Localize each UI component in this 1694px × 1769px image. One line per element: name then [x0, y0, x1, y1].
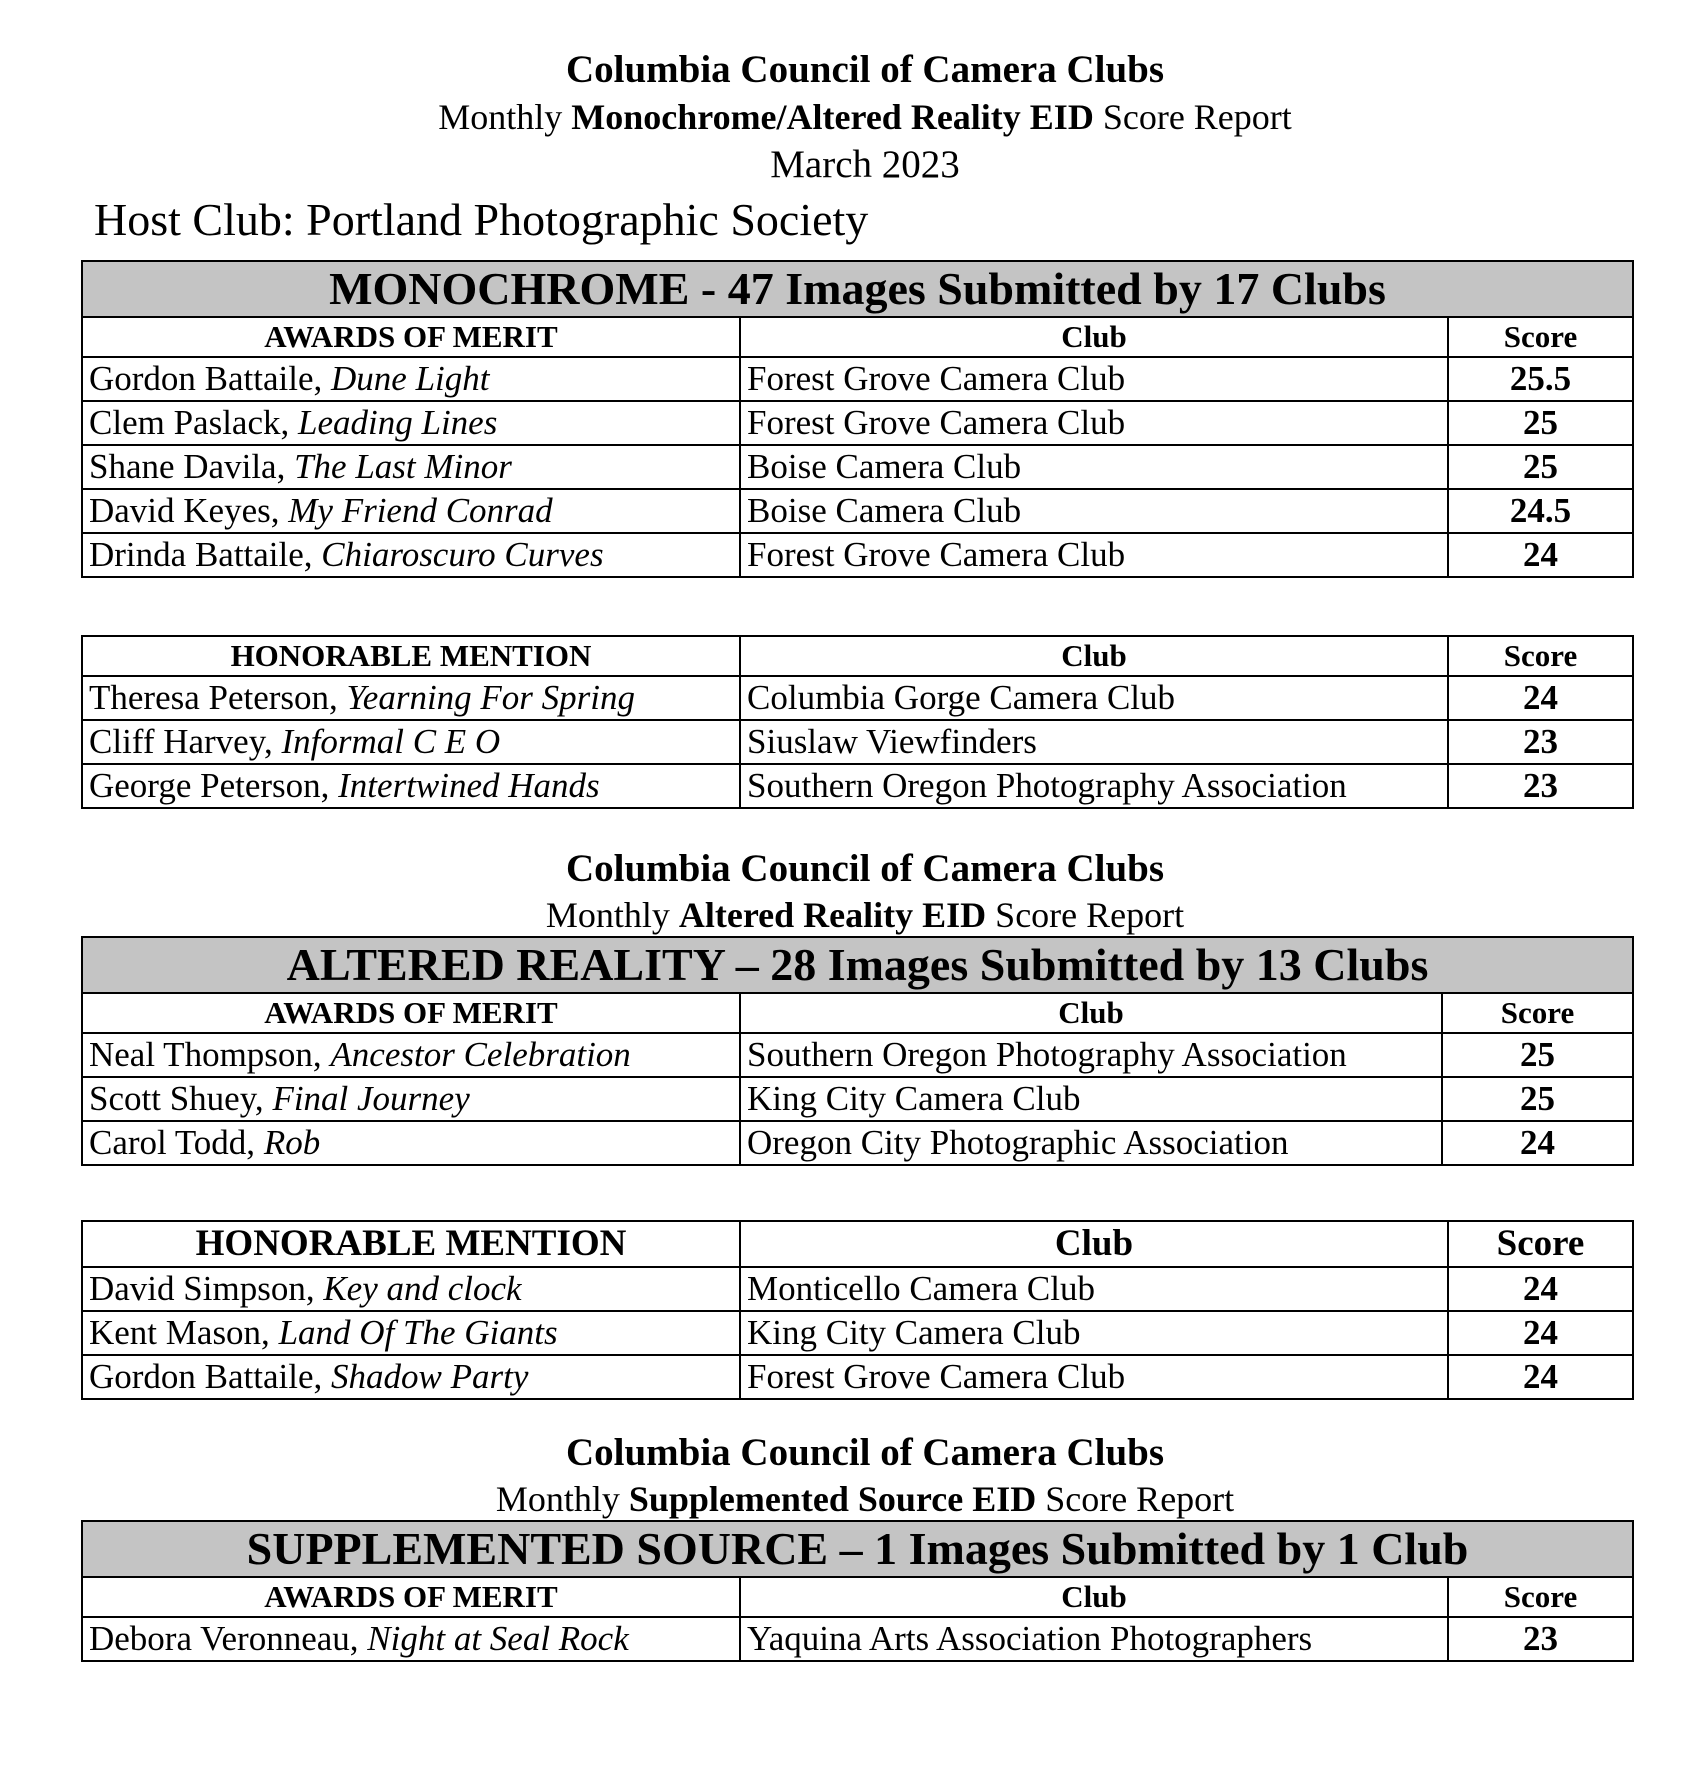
score-header: Score: [1448, 1577, 1633, 1617]
author-name: Kent Mason,: [89, 1313, 279, 1352]
table-body: [82, 1267, 1633, 1399]
author-name: David Keyes,: [89, 491, 289, 530]
report-subtitle: [0, 96, 1694, 138]
score-cell: 24: [1448, 1311, 1633, 1355]
table-row: [82, 1121, 1633, 1165]
image-title: Chiaroscuro Curves: [321, 535, 604, 574]
image-title: Intertwined Hands: [338, 766, 600, 805]
club-cell: Monticello Camera Club: [740, 1267, 1448, 1311]
altered-merit-table: [81, 936, 1634, 1166]
report-date: March 2023: [770, 143, 960, 186]
club-cell: Columbia Gorge Camera Club: [740, 676, 1448, 720]
monochrome-banner: MONOCHROME - 47 Images Submitted by 17 Clubs: [82, 261, 1633, 317]
image-title: Leading Lines: [298, 403, 498, 442]
score-cell: 25.5: [1448, 357, 1633, 401]
club-cell: King City Camera Club: [740, 1077, 1442, 1121]
report-prefix: Monthly: [438, 97, 563, 137]
entry-cell: [82, 489, 740, 533]
score-header: Score: [1448, 1221, 1633, 1267]
supplemented-merit-table: [81, 1520, 1634, 1662]
entry-cell: [82, 1311, 740, 1355]
image-title: Ancestor Celebration: [330, 1035, 631, 1074]
image-title: Shadow Party: [331, 1357, 529, 1396]
monochrome-merit-table: [81, 260, 1634, 578]
score-header: Score: [1442, 993, 1633, 1033]
report-prefix: Monthly: [495, 1479, 620, 1519]
report-suffix: Score Report: [1102, 97, 1292, 137]
merit-header: AWARDS OF MERIT: [82, 993, 740, 1033]
score-cell: 25: [1442, 1033, 1633, 1077]
score-cell: 23: [1448, 1617, 1633, 1661]
club-cell: Boise Camera Club: [740, 489, 1448, 533]
author-name: Carol Todd,: [89, 1123, 264, 1162]
club-header: Club: [740, 1221, 1448, 1267]
author-name: Clem Paslack,: [89, 403, 298, 442]
org-title: Columbia Council of Camera Clubs: [565, 1431, 1165, 1474]
score-cell: 24: [1448, 533, 1633, 577]
altered-honorable-table: [81, 1220, 1634, 1400]
club-cell: Oregon City Photographic Association: [740, 1121, 1442, 1165]
entry-cell: [82, 445, 740, 489]
club-cell: Forest Grove Camera Club: [740, 533, 1448, 577]
author-name: Neal Thompson,: [89, 1035, 331, 1074]
score-cell: 24.5: [1448, 489, 1633, 533]
score-header: Score: [1448, 636, 1633, 676]
entry-cell: [82, 1077, 740, 1121]
image-title: Final Journey: [272, 1079, 470, 1118]
entry-cell: [82, 676, 740, 720]
entry-cell: [82, 1355, 740, 1399]
image-title: Dune Light: [331, 359, 490, 398]
entry-cell: [82, 533, 740, 577]
author-name: Scott Shuey,: [89, 1079, 273, 1118]
report-suffix: Score Report: [995, 895, 1185, 935]
table-body: [82, 676, 1633, 808]
score-cell: 25: [1442, 1077, 1633, 1121]
score-cell: 23: [1448, 764, 1633, 808]
host-club: Host Club: Portland Photographic Society: [94, 194, 869, 245]
author-name: Gordon Battaile,: [89, 1357, 332, 1396]
merit-header: AWARDS OF MERIT: [82, 1577, 740, 1617]
author-name: Drinda Battaile,: [89, 535, 322, 574]
club-cell: Southern Oregon Photography Association: [740, 1033, 1442, 1077]
image-title: Key and clock: [323, 1269, 522, 1308]
club-header: Club: [740, 1577, 1448, 1617]
entry-cell: [82, 720, 740, 764]
club-cell: Forest Grove Camera Club: [740, 357, 1448, 401]
org-title: Columbia Council of Camera Clubs: [565, 48, 1165, 91]
merit-header: AWARDS OF MERIT: [82, 317, 740, 357]
author-name: Shane Davila,: [89, 447, 295, 486]
image-title: Yearning For Spring: [346, 678, 636, 717]
table-row: [82, 1077, 1633, 1121]
report-category: Monochrome/Altered Reality EID: [571, 97, 1094, 137]
author-name: Theresa Peterson,: [89, 678, 347, 717]
score-cell: 24: [1448, 1355, 1633, 1399]
supplemented-banner: SUPPLEMENTED SOURCE – 1 Images Submitted by 1 Club: [82, 1521, 1633, 1577]
author-name: Cliff Harvey,: [89, 722, 282, 761]
club-header: Club: [740, 317, 1448, 357]
report-prefix: Monthly: [545, 895, 670, 935]
report-subtitle: [0, 1478, 1694, 1520]
table-row: [82, 676, 1633, 720]
image-title: Land Of The Giants: [278, 1313, 558, 1352]
author-name: David Simpson,: [89, 1269, 324, 1308]
club-header: Club: [740, 636, 1448, 676]
image-title: Rob: [263, 1123, 321, 1162]
club-cell: Siuslaw Viewfinders: [740, 720, 1448, 764]
entry-cell: [82, 1033, 740, 1077]
club-cell: Forest Grove Camera Club: [740, 1355, 1448, 1399]
club-cell: King City Camera Club: [740, 1311, 1448, 1355]
table-row: [82, 1267, 1633, 1311]
entry-cell: [82, 401, 740, 445]
entry-cell: [82, 1121, 740, 1165]
table-row: [82, 533, 1633, 577]
image-title: My Friend Conrad: [288, 491, 553, 530]
club-header: Club: [740, 993, 1442, 1033]
report-category: Altered Reality EID: [678, 895, 987, 935]
table-body: [82, 357, 1633, 577]
table-row: [82, 720, 1633, 764]
table-body: [82, 1033, 1633, 1165]
table-row: [82, 445, 1633, 489]
table-body: [82, 1617, 1633, 1661]
table-row: [82, 401, 1633, 445]
score-cell: 24: [1442, 1121, 1633, 1165]
score-cell: 23: [1448, 720, 1633, 764]
report-suffix: Score Report: [1045, 1479, 1235, 1519]
report-category: Supplemented Source EID: [628, 1479, 1037, 1519]
honorable-header: HONORABLE MENTION: [82, 1221, 740, 1267]
entry-cell: [82, 1617, 740, 1661]
report-subtitle: [0, 894, 1694, 936]
table-row: [82, 1617, 1633, 1661]
image-title: Informal C E O: [281, 722, 501, 761]
image-title: The Last Minor: [294, 447, 512, 486]
author-name: Gordon Battaile,: [89, 359, 332, 398]
club-cell: Forest Grove Camera Club: [740, 401, 1448, 445]
score-cell: 24: [1448, 676, 1633, 720]
entry-cell: [82, 1267, 740, 1311]
table-row: [82, 1033, 1633, 1077]
entry-cell: [82, 764, 740, 808]
club-cell: Boise Camera Club: [740, 445, 1448, 489]
score-cell: 25: [1448, 445, 1633, 489]
monochrome-honorable-table: [81, 635, 1634, 809]
club-cell: Yaquina Arts Association Photographers: [740, 1617, 1448, 1661]
table-row: [82, 1355, 1633, 1399]
club-cell: Southern Oregon Photography Association: [740, 764, 1448, 808]
org-title: Columbia Council of Camera Clubs: [565, 847, 1165, 890]
score-header: Score: [1448, 317, 1633, 357]
altered-banner: ALTERED REALITY – 28 Images Submitted by 13 Clubs: [82, 937, 1633, 993]
table-row: [82, 764, 1633, 808]
table-row: [82, 1311, 1633, 1355]
score-cell: 24: [1448, 1267, 1633, 1311]
table-row: [82, 489, 1633, 533]
image-title: Night at Seal Rock: [367, 1619, 629, 1658]
entry-cell: [82, 357, 740, 401]
author-name: Debora Veronneau,: [89, 1619, 368, 1658]
score-cell: 25: [1448, 401, 1633, 445]
honorable-header: HONORABLE MENTION: [82, 636, 740, 676]
table-row: [82, 357, 1633, 401]
author-name: George Peterson,: [89, 766, 339, 805]
